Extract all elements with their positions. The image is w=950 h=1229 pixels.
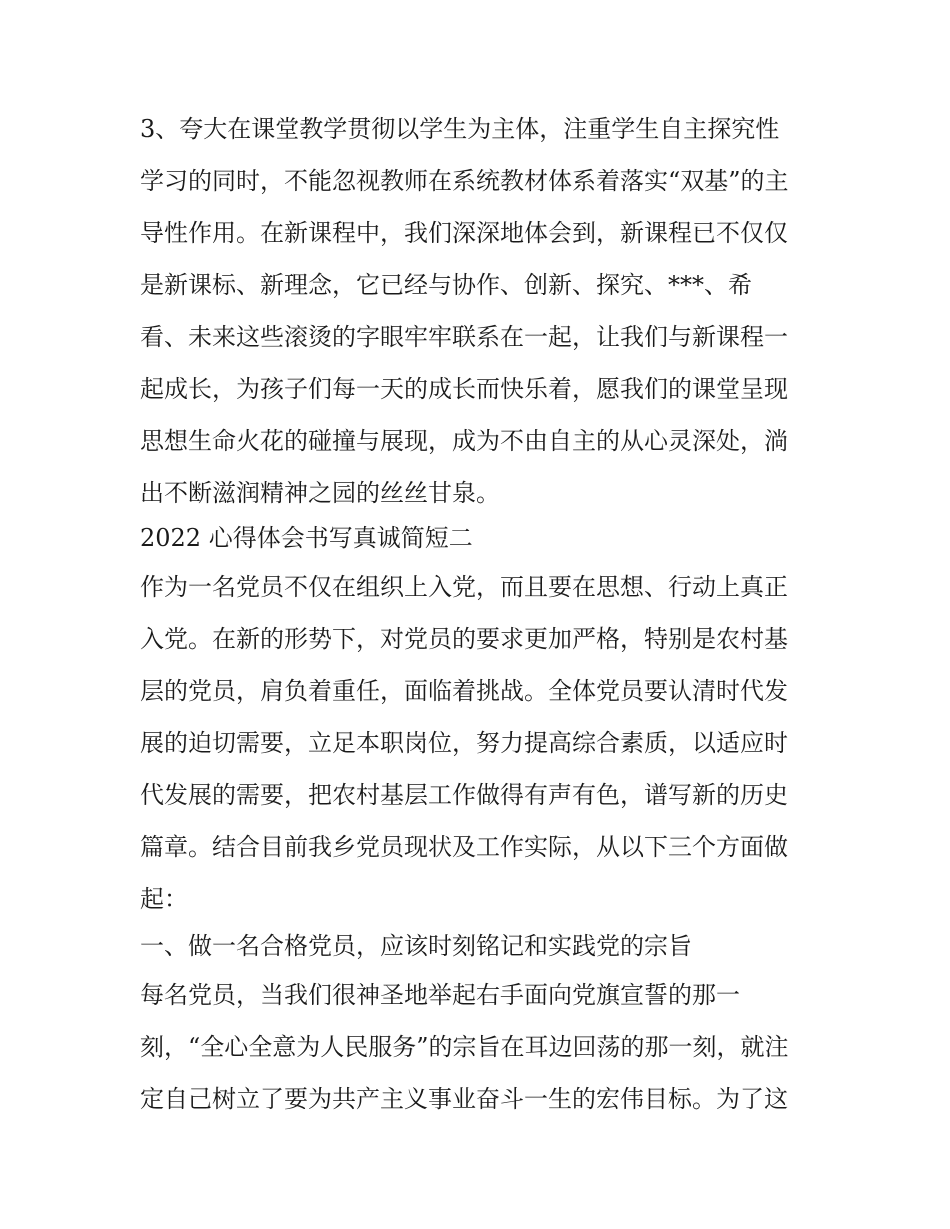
text-line: 刻，“全心全意为人民服务”的宗旨在耳边回荡的那一刻，就注 [140, 1033, 789, 1061]
text-line: 篇章。结合目前我乡党员现状及工作实际，从以下三个方面做 [140, 833, 788, 861]
section-heading: 2022 心得体会书写真诚简短二 [140, 524, 473, 552]
text-line: 起成长，为孩子们每一天的成长而快乐着，愿我们的课堂呈现 [140, 375, 788, 403]
text-line: 起： [140, 885, 188, 913]
text-line: 思想生命火花的碰撞与展现，成为不由自主的从心灵深处，淌 [140, 427, 788, 455]
text-line: 每名党员，当我们很神圣地举起右手面向党旗宣誓的那一 [140, 981, 740, 1009]
text-line: 入党。在新的形势下，对党员的要求更加严格，特别是农村基 [140, 625, 788, 653]
text-line: 层的党员，肩负着重任，面临着挑战。全体党员要认清时代发 [140, 677, 788, 705]
text-line: 作为一名党员不仅在组织上入党，而且要在思想、行动上真正 [140, 573, 788, 601]
text-line: 出不断滋润精神之园的丝丝甘泉。 [140, 479, 500, 507]
text-line: 学习的同时，不能忽视教师在系统教材体系着落实“双基”的主 [140, 167, 789, 195]
text-line: 展的迫切需要，立足本职岗位，努力提高综合素质，以适应时 [140, 729, 788, 757]
text-line: 3、夸大在课堂教学贯彻以学生为主体，注重学生自主探究性 [140, 115, 780, 143]
text-line: 是新课标、新理念，它已经与协作、创新、探究、***、希 [140, 271, 752, 299]
subsection-heading: 一、做一名合格党员，应该时刻铭记和实践党的宗旨 [140, 932, 692, 960]
text-line: 定自己树立了要为共产主义事业奋斗一生的宏伟目标。为了这 [140, 1085, 788, 1113]
text-line: 看、未来这些滚烫的字眼牢牢联系在一起，让我们与新课程一 [140, 323, 788, 351]
text-line: 导性作用。在新课程中，我们深深地体会到，新课程已不仅仅 [140, 219, 788, 247]
text-line: 代发展的需要，把农村基层工作做得有声有色，谱写新的历史 [140, 781, 788, 809]
